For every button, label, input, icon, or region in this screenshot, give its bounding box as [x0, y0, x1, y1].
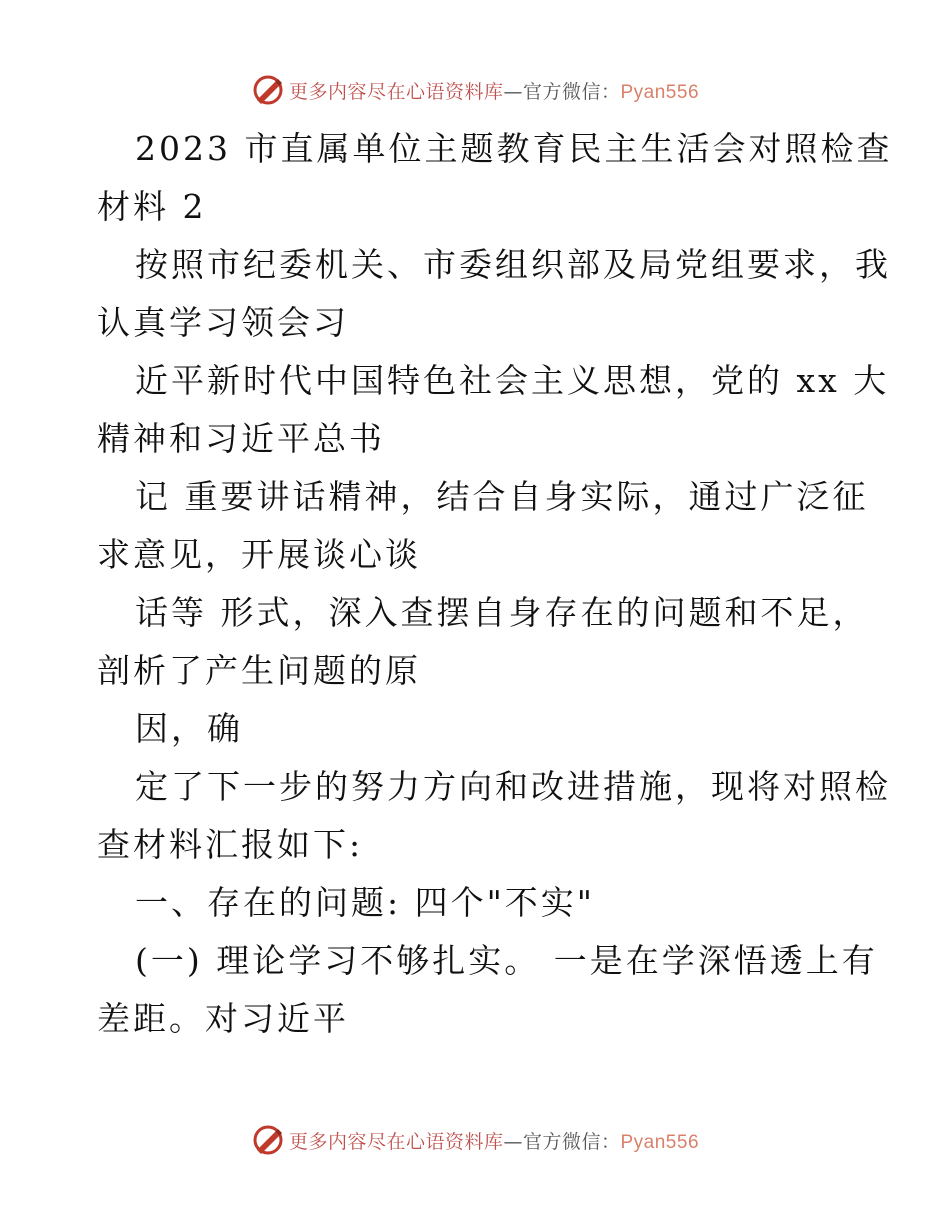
- paragraph-line: 精神和习近平总书: [97, 419, 385, 458]
- watermark-site-text: 更多内容尽在心语资料库: [288, 1130, 504, 1153]
- watermark-separator: —: [503, 1130, 523, 1153]
- watermark-wechat-id: Pyan556: [620, 1131, 700, 1153]
- paragraph-line: 记 重要讲话精神，结合自身实际，通过广泛征: [135, 477, 869, 516]
- paragraph-line: 求意见，开展谈心谈: [97, 535, 421, 574]
- watermark-text: [289, 1127, 699, 1154]
- title-line-2: 材料 2: [97, 187, 207, 226]
- paragraph-line: 差距。对习近平: [97, 999, 349, 1038]
- subsection-line: (一) 理论学习不够扎实。 一是在学深悟透上有: [135, 941, 878, 980]
- paragraph-line: 定了下一步的努力方向和改进措施，现将对照检: [135, 767, 891, 806]
- paragraph-line: 剖析了产生问题的原: [97, 651, 421, 690]
- header-watermark: [0, 70, 950, 110]
- paragraph-line: 近平新时代中国特色社会主义思想，党的 xx 大: [135, 361, 890, 400]
- watermark-wechat-label: 官方微信：: [522, 80, 621, 103]
- pen-logo-icon: [251, 1123, 285, 1157]
- watermark-separator: —: [503, 80, 523, 103]
- footer-watermark: [0, 1120, 950, 1160]
- paragraph-line: 认真学习领会习: [97, 303, 349, 342]
- title-line-1: 2023 市直属单位主题教育民主生活会对照检查: [135, 129, 893, 168]
- document-body: [97, 120, 893, 1048]
- section-heading: 一、存在的问题: 四个"不实": [135, 883, 595, 922]
- watermark-wechat-label: 官方微信：: [522, 1130, 621, 1153]
- paragraph-line: 按照市纪委机关、市委组织部及局党组要求，我: [135, 245, 891, 284]
- watermark-wechat-id: Pyan556: [620, 81, 700, 103]
- paragraph-line: 话等 形式，深入查摆自身存在的问题和不足，: [135, 593, 869, 632]
- watermark-site-text: 更多内容尽在心语资料库: [288, 80, 504, 103]
- paragraph-line: 查材料汇报如下:: [97, 825, 364, 864]
- pen-logo-icon: [251, 73, 285, 107]
- paragraph-line: 因，确: [135, 709, 243, 748]
- watermark-text: [289, 77, 699, 104]
